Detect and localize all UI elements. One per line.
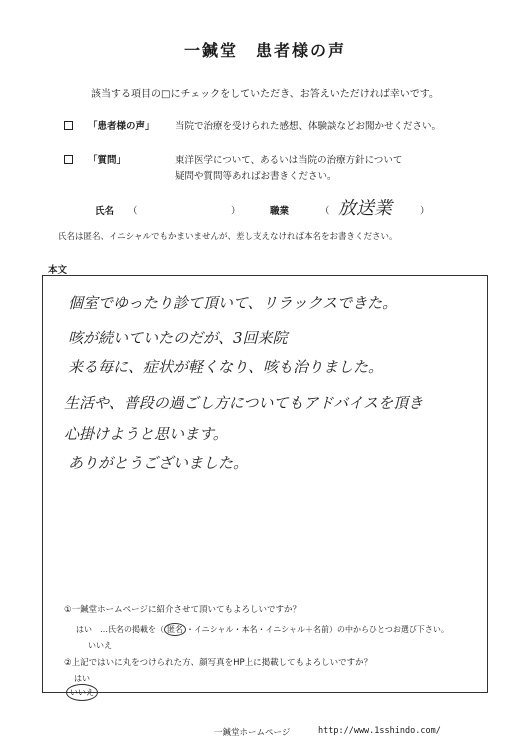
option-text-patient-voice: 当院で治療を受けられた感想、体験談などお聞かせください。: [175, 121, 442, 132]
occupation-field[interactable]: 放送業: [338, 198, 392, 219]
body-line: 心掛けようと思います。: [64, 425, 228, 443]
q1-yes-option[interactable]: はい: [76, 625, 92, 634]
option-text-question-1: 東洋医学について、あるいは当院の治療方針について: [175, 155, 403, 166]
body-line: ありがとうございました。: [68, 454, 249, 472]
occupation-label: 職業: [270, 206, 290, 217]
checkbox-patient-voice[interactable]: [64, 121, 73, 130]
body-line: 来る毎に、症状が軽くなり、咳も治りました。: [68, 358, 384, 376]
option-text-question-2: 疑問や質問等あればお書きください。: [175, 171, 337, 182]
page-title: 一鍼堂 患者様の声: [183, 41, 346, 60]
name-open-paren: （: [128, 206, 138, 217]
question-text: 上記ではいに丸をつけられた方、顔写真をHP上に掲載してもよろしいですか？: [71, 658, 373, 668]
body-line: 個室でゆったり診て頂いて、リラックスできた。: [68, 294, 398, 312]
q1-no-option[interactable]: いいえ: [88, 641, 112, 650]
body-line: 咳が続いていたのだが、3回来院: [68, 329, 288, 347]
question-number: ②: [64, 658, 72, 668]
occupation-close-paren: ）: [420, 206, 430, 217]
q1-detail-text-2: ・イニシャル・本名・イニシャル＋名前）の中からひとつお選び下さい。: [186, 625, 449, 634]
q2-no-option[interactable]: いいえ: [66, 684, 98, 701]
name-field[interactable]: [142, 200, 230, 216]
instruction-text: 該当する項目の□にチェックをしていただき、お答えいただければ幸いです。: [91, 89, 439, 100]
question-number: ①: [64, 605, 72, 615]
option-label-patient-voice: 「患者様の声」: [88, 121, 155, 132]
footer-site-name: 一鍼堂ホームページ: [214, 728, 291, 738]
q1-detail-text: …氏名の掲載を（: [100, 625, 164, 634]
question-text: 一鍼堂ホームページに紹介させて頂いてもよろしいですか？: [71, 605, 301, 615]
checkbox-question[interactable]: [64, 155, 73, 164]
footer-url[interactable]: http://www.1sshindo.com/: [318, 726, 441, 736]
name-label: 氏名: [95, 206, 115, 217]
body-label: 本文: [48, 265, 68, 276]
occupation-open-paren: （: [320, 206, 330, 217]
name-close-paren: ）: [231, 206, 241, 217]
option-label-question: 「質問」: [88, 155, 127, 166]
body-line: 生活や、普段の過ごし方についてもアドバイスを頂き: [64, 394, 423, 412]
name-note: 氏名は匿名、イニシャルでもかまいませんが、差し支えなければ本名をお書きください。: [58, 232, 398, 242]
q1-anonymous-option[interactable]: 匿名: [164, 623, 186, 636]
q2-yes-option[interactable]: はい: [74, 674, 90, 683]
